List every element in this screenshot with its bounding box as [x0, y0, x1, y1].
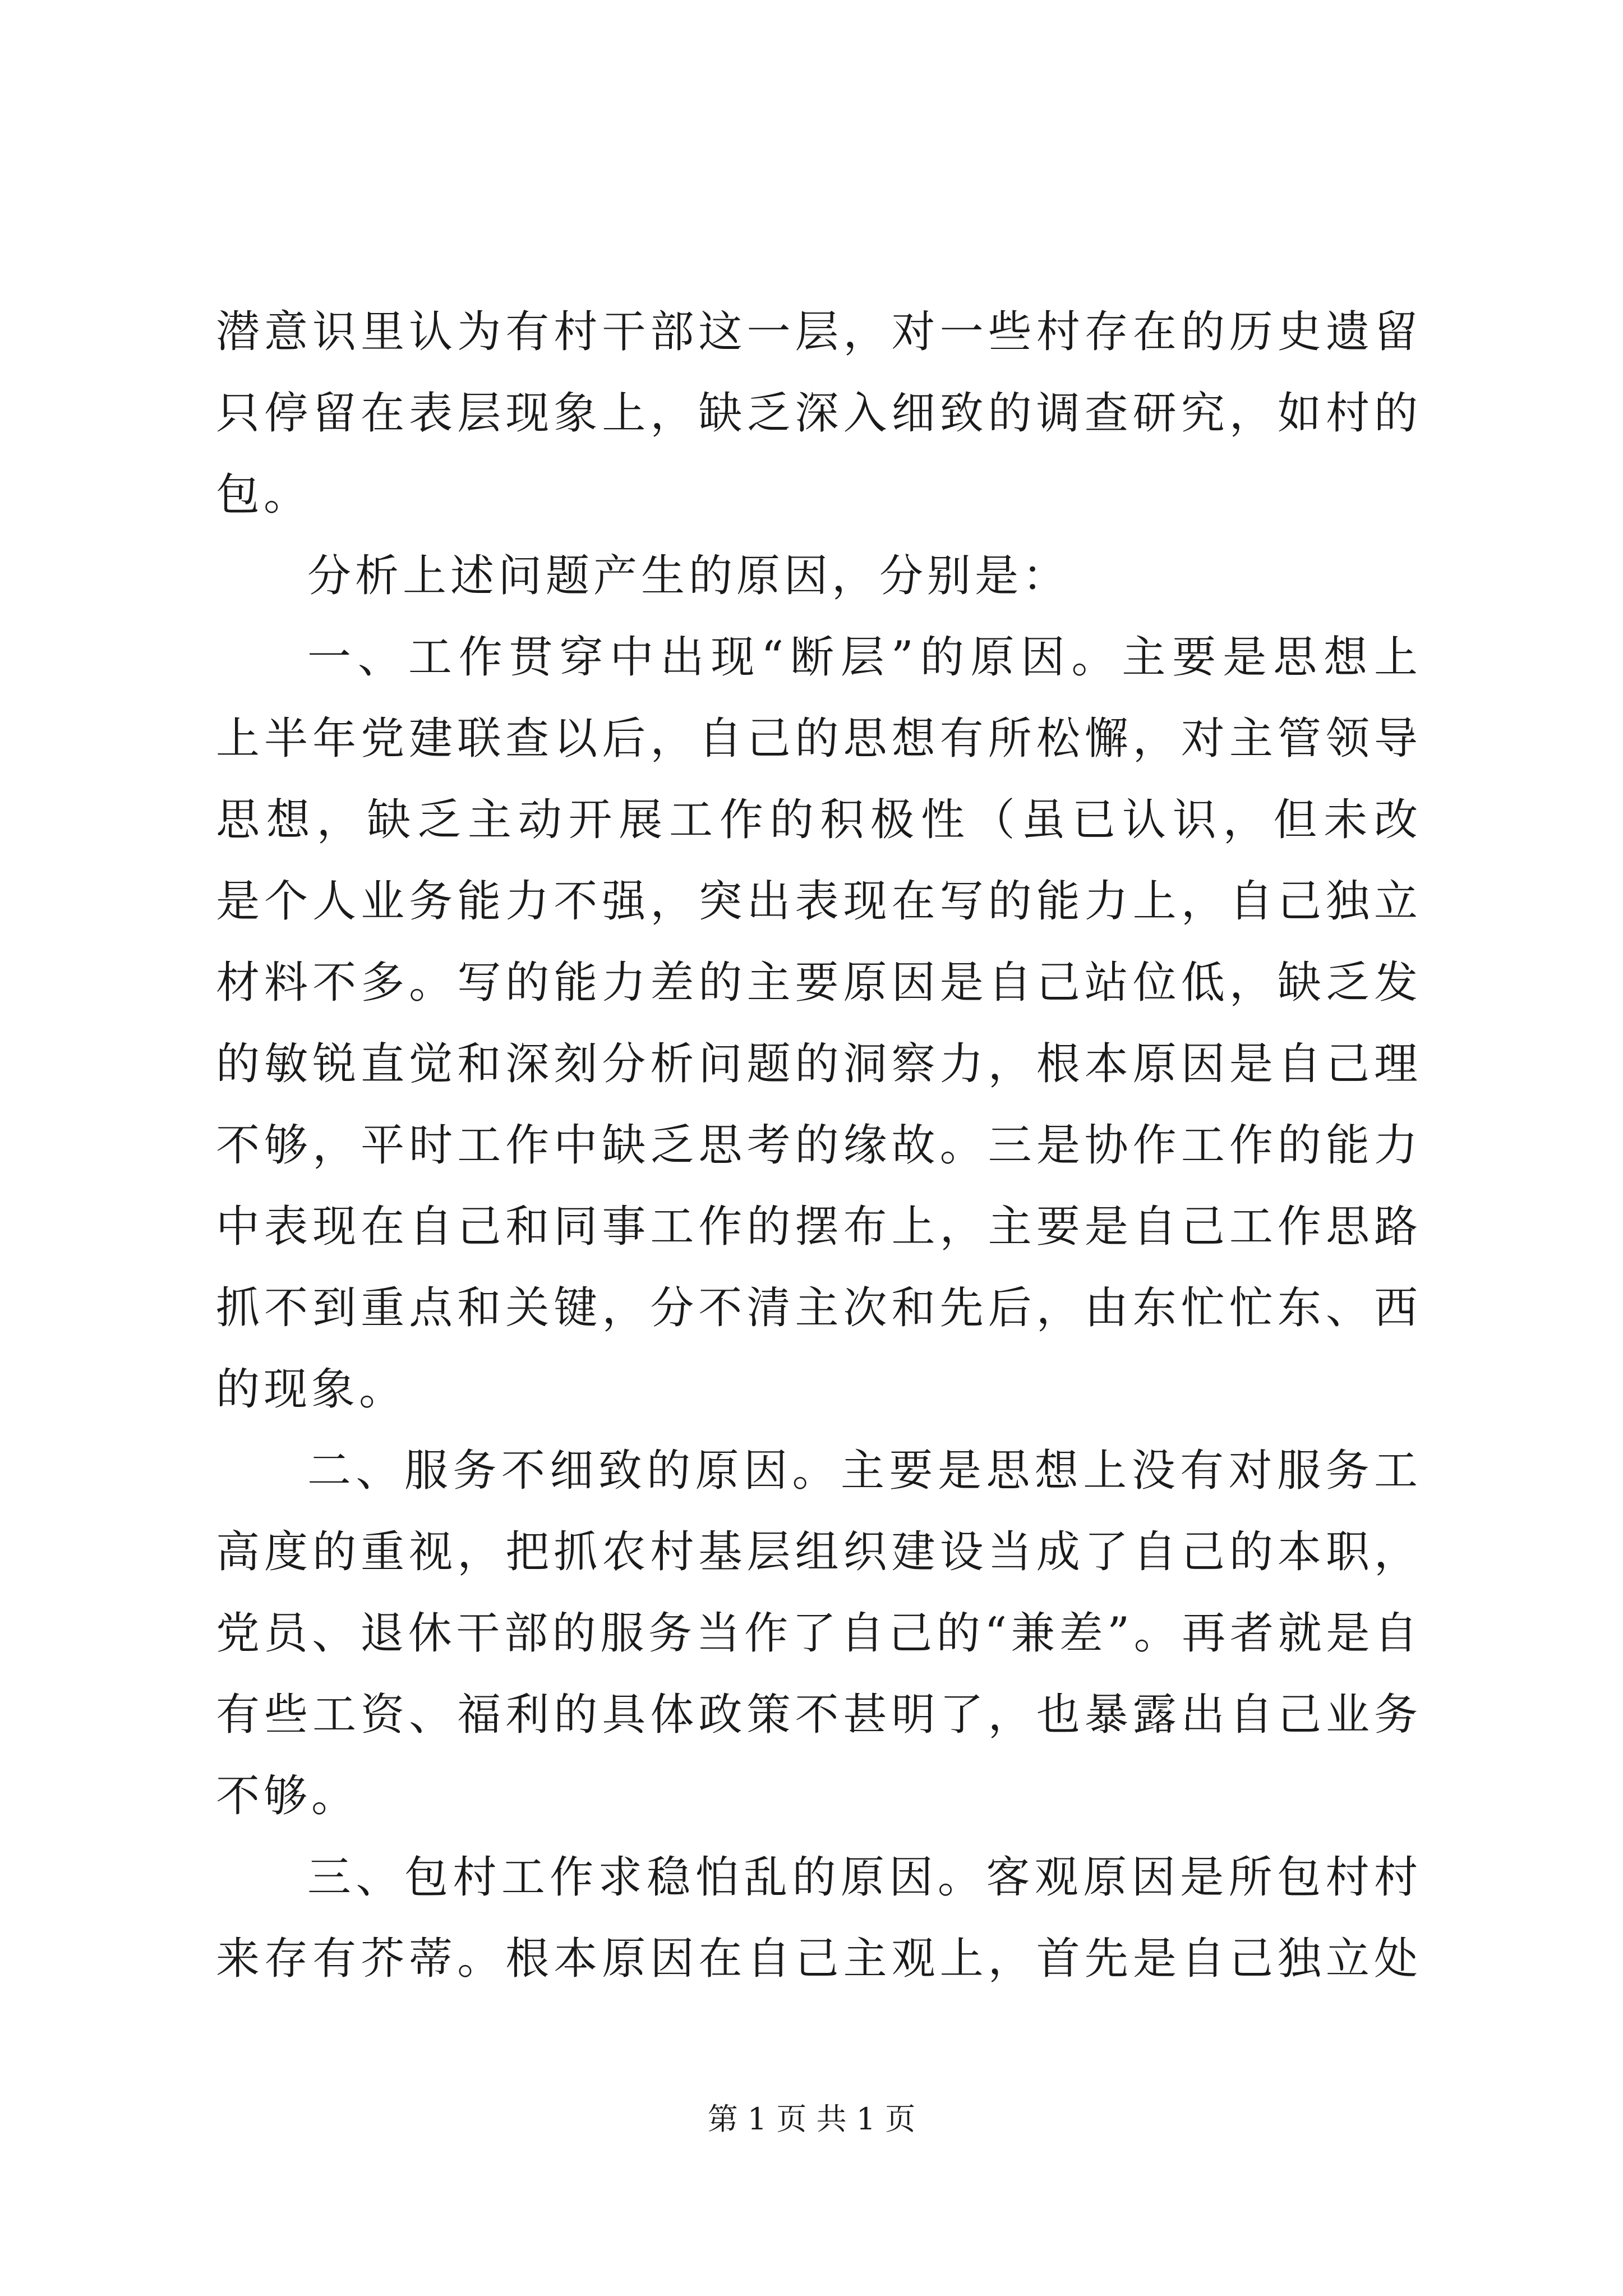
- text-line: 中表现在自己和同事工作的摆布上，主要是自己工作思路: [216, 1202, 1422, 1252]
- text-line: 有些工资、福利的具体政策不甚明了，也暴露出自己业务: [216, 1690, 1422, 1740]
- text-line: 三、包村工作求稳怕乱的原因。客观原因是所包村村: [307, 1852, 1422, 1903]
- text-line: 只停留在表层现象上，缺乏深入细致的调查研究，如村的: [216, 388, 1422, 439]
- text-line: 抓不到重点和关键，分不清主次和先后，由东忙忙东、西: [216, 1283, 1422, 1333]
- text-line: 材料不多。写的能力差的主要原因是自己站位低，缺乏发: [216, 958, 1422, 1008]
- text-line: 来存有芥蒂。根本原因在自己主观上，首先是自己独立处: [216, 1934, 1422, 1984]
- text-line: 分析上述问题产生的原因，分别是：: [307, 551, 1071, 601]
- text-line: 高度的重视，把抓农村基层组织建设当成了自己的本职，: [216, 1527, 1422, 1577]
- text-line: 思想，缺乏主动开展工作的积极性（虽已认识，但未改: [216, 795, 1422, 845]
- page-footer: 第 1 页 共 1 页: [707, 2101, 916, 2137]
- text-line: 是个人业务能力不强，突出表现在写的能力上，自己独立: [216, 876, 1422, 927]
- document-body: [216, 292, 1422, 2000]
- text-line: 的现象。: [216, 1364, 407, 1415]
- text-line: 一、工作贯穿中出现“断层”的原因。主要是思想上: [307, 632, 1422, 683]
- text-line: 不够，平时工作中缺乏思考的缘故。三是协作工作的能力: [216, 1120, 1422, 1171]
- text-line: 潜意识里认为有村干部这一层，对一些村存在的历史遗留: [216, 307, 1422, 357]
- text-line: 包。: [216, 470, 312, 520]
- text-line: 上半年党建联查以后，自己的思想有所松懈，对主管领导: [216, 714, 1422, 764]
- text-line: 党员、退休干部的服务当作了自己的“兼差”。再者就是自: [216, 1608, 1422, 1659]
- text-line: 二、服务不细致的原因。主要是思想上没有对服务工: [307, 1446, 1422, 1496]
- text-line: 的敏锐直觉和深刻分析问题的洞察力，根本原因是自己理: [216, 1039, 1422, 1089]
- text-line: 不够。: [216, 1771, 359, 1821]
